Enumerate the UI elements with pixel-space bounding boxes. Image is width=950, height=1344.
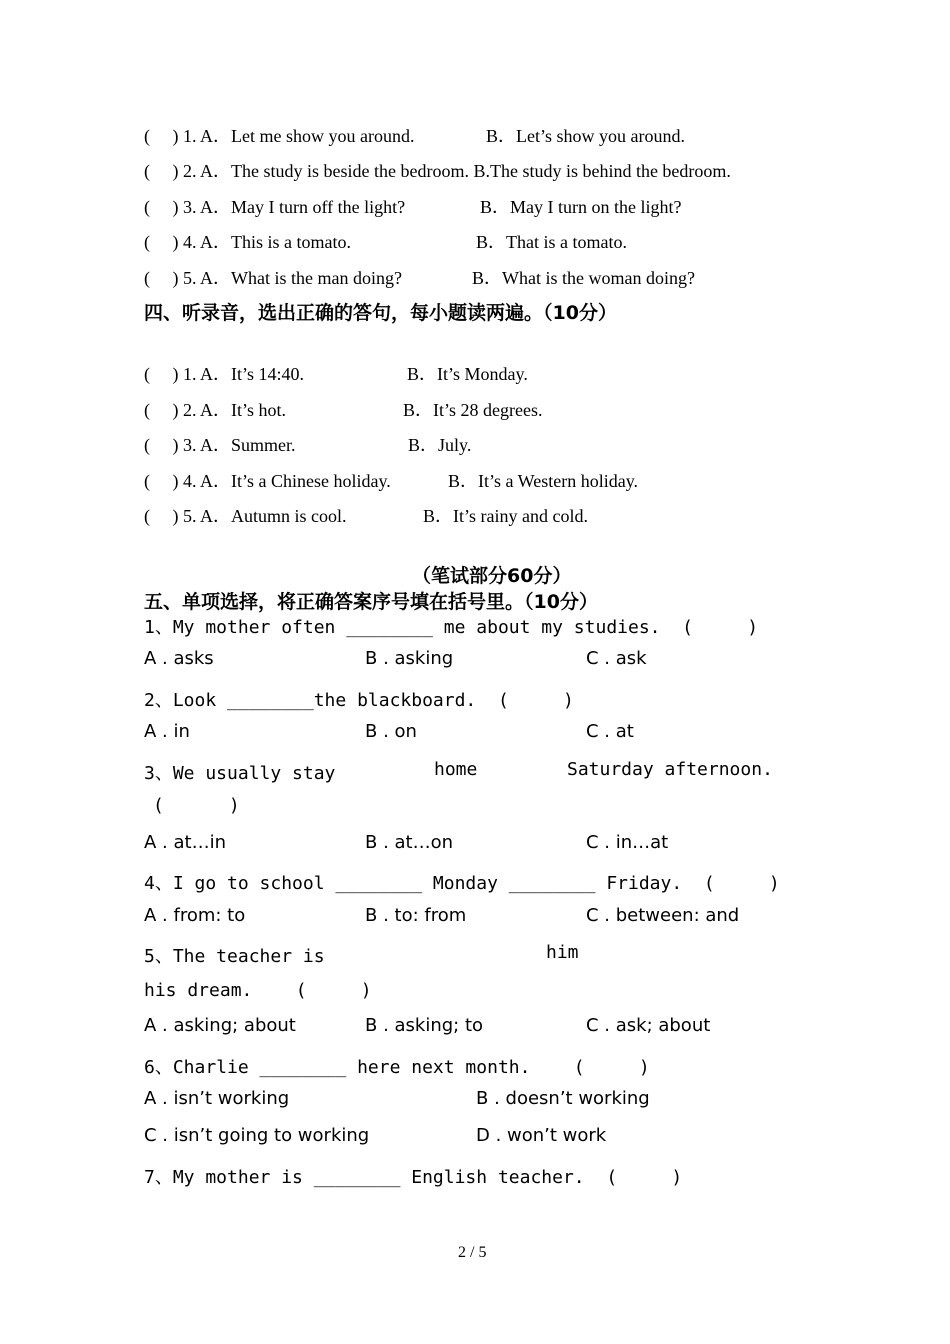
q3-option-a: A . at…in — [144, 832, 226, 853]
q3-stem-start: 3、We usually stay — [144, 763, 336, 784]
s3-item-3-a: ( ) 3. A．May I turn off the light? — [144, 197, 406, 217]
q6-option-a: A . isn’t working — [144, 1088, 290, 1109]
s4-item-1-b: B．It’s Monday. — [407, 364, 528, 384]
q4-option-a: A . from: to — [144, 905, 246, 926]
s4-item-5-a: ( ) 5. A．Autumn is cool. — [144, 506, 347, 526]
s3-item-1-a: ( ) 1. A．Let me show you around. — [144, 126, 415, 146]
q5-option-a: A . asking; about — [144, 1015, 296, 1036]
page-number: 2 / 5 — [458, 1244, 487, 1261]
q5-option-b: B . asking; to — [365, 1015, 484, 1036]
section4-heading: 四、听录音，选出正确的答句，每小题读两遍。（10分） — [144, 302, 617, 324]
s3-item-4-b: B．That is a tomato. — [476, 232, 627, 252]
q3-option-b: B . at…on — [365, 832, 454, 853]
s3-item-1-b: B．Let’s show you around. — [486, 126, 685, 146]
s4-item-3-b: B．July. — [408, 435, 472, 455]
q3-answer-paren: ( ) — [153, 795, 240, 816]
q3-stem-end: Saturday afternoon. — [567, 759, 773, 780]
q4-stem: 4、I go to school ________ Monday ________ Friday. ( ) — [144, 873, 780, 894]
q3-stem-middle: home — [434, 759, 478, 780]
q2-option-a: A . in — [144, 721, 190, 742]
section5-heading: 五、单项选择，将正确答案序号填在括号里。（10分） — [144, 591, 598, 613]
q5-stem-end: his dream. ( ) — [144, 980, 372, 1001]
q4-option-b: B . to: from — [365, 905, 467, 926]
q1-option-b: B . asking — [365, 648, 454, 669]
q5-stem-middle: him — [546, 942, 579, 963]
s3-item-3-b: B．May I turn on the light? — [480, 197, 682, 217]
written-part-title: （笔试部分60分） — [412, 565, 572, 587]
s3-item-4-a: ( ) 4. A．This is a tomato. — [144, 232, 351, 252]
q2-option-c: C . at — [586, 721, 634, 742]
q6-option-d: D . won’t work — [476, 1125, 607, 1146]
s4-item-4-a: ( ) 4. A．It’s a Chinese holiday. — [144, 471, 391, 491]
s3-item-2-a: ( ) 2. A．The study is beside the bedroom. B.The study is behind the bedroom. — [144, 161, 731, 181]
q5-stem-start: 5、The teacher is — [144, 946, 325, 967]
s4-item-4-b: B．It’s a Western holiday. — [448, 471, 639, 491]
s4-item-1-a: ( ) 1. A．It’s 14:40. — [144, 364, 304, 384]
s4-item-5-b: B．It’s rainy and cold. — [423, 506, 588, 526]
s4-item-3-a: ( ) 3. A．Summer. — [144, 435, 296, 455]
q2-option-b: B . on — [365, 721, 417, 742]
q3-option-c: C . in…at — [586, 832, 669, 853]
s3-item-5-b: B．What is the woman doing? — [472, 268, 695, 288]
q1-option-a: A . asks — [144, 648, 214, 669]
s3-item-5-a: ( ) 5. A．What is the man doing? — [144, 268, 402, 288]
q6-stem: 6、Charlie ________ here next month. ( ) — [144, 1057, 650, 1078]
q5-option-c: C . ask; about — [586, 1015, 711, 1036]
q6-option-c: C . isn’t going to working — [144, 1125, 370, 1146]
q2-stem: 2、Look ________the blackboard. ( ) — [144, 690, 574, 711]
q7-stem: 7、My mother is ________ English teacher. ( ) — [144, 1167, 683, 1188]
q1-stem: 1、My mother often ________ me about my studies. ( ) — [144, 617, 759, 638]
q6-option-b: B . doesn’t working — [476, 1088, 650, 1109]
q1-option-c: C . ask — [586, 648, 647, 669]
q4-option-c: C . between: and — [586, 905, 740, 926]
s4-item-2-a: ( ) 2. A．It’s hot. — [144, 400, 286, 420]
s4-item-2-b: B．It’s 28 degrees. — [403, 400, 543, 420]
